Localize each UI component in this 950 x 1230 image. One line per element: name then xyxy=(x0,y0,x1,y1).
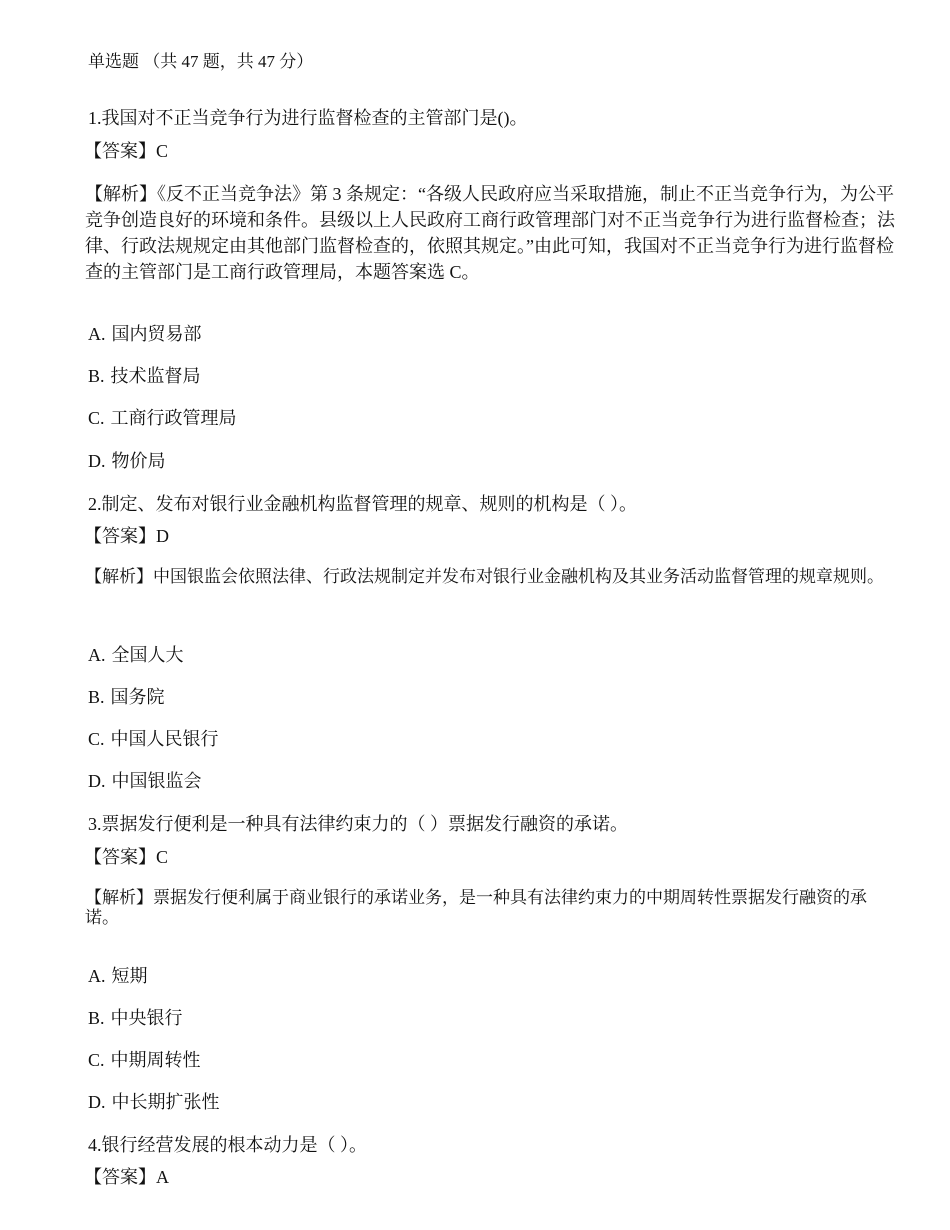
question-3-analysis: 【解析】票据发行便利属于商业银行的承诺业务，是一种具有法律约束力的中期周转性票据发行融资的承诺。 xyxy=(85,888,867,927)
question-3-option-d xyxy=(88,1088,220,1114)
option-letter: A. xyxy=(88,324,106,344)
option-letter: B. xyxy=(88,1008,105,1028)
option-letter: D. xyxy=(88,451,106,471)
question-2-option-c xyxy=(88,725,219,751)
option-text: 技术监督局 xyxy=(110,366,201,386)
option-letter: A. xyxy=(88,966,106,986)
question-1-analysis: 【解析】《反不正当竞争法》第 3 条规定：“各级人民政府应当采取措施，制止不正当竞争行为，为公平竞争创造良好的环境和条件。县级以上人民政府工商行政管理部门对不正当竞争行为进行监督检查；法律、行政法规规定由其他部门监督检查的，依照其规定。”由此可知，我国对不正当竞争行为进行监督检查的主管部门是工商行政管理局，本题答案选 C。 xyxy=(85,184,895,282)
option-text: 短期 xyxy=(111,966,148,986)
question-1-title: 1.我国对不正当竞争行为进行监督检查的主管部门是()。 xyxy=(88,108,528,128)
option-text: 物价局 xyxy=(111,451,166,471)
option-letter: D. xyxy=(88,771,106,791)
section-title: 单选题 （共 47 题，共 47 分） xyxy=(88,52,314,71)
option-text: 中国银监会 xyxy=(111,771,202,791)
option-letter: B. xyxy=(88,366,105,386)
question-1-answer: 【答案】C xyxy=(84,141,169,161)
option-text: 中期周转性 xyxy=(110,1050,201,1070)
question-3-answer: 【答案】C xyxy=(84,847,169,867)
option-text: 中国人民银行 xyxy=(110,729,219,749)
option-text: 中长期扩张性 xyxy=(111,1092,220,1112)
question-3-option-c xyxy=(88,1046,201,1072)
option-letter: B. xyxy=(88,687,105,707)
question-2-option-a xyxy=(88,641,184,667)
question-2-analysis: 【解析】中国银监会依照法律、行政法规制定并发布对银行业金融机构及其业务活动监督管理的规章规则。 xyxy=(85,567,884,586)
question-4-answer: 【答案】A xyxy=(84,1167,169,1187)
question-2-option-b xyxy=(88,683,165,709)
option-letter: C. xyxy=(88,1050,105,1070)
question-1-option-b xyxy=(88,362,201,388)
option-letter: C. xyxy=(88,408,105,428)
question-1-option-a xyxy=(88,320,202,346)
question-3-title: 3.票据发行便利是一种具有法律约束力的（ ）票据发行融资的承诺。 xyxy=(88,814,628,834)
question-1-option-d xyxy=(88,447,166,473)
option-text: 国务院 xyxy=(110,687,165,707)
option-letter: D. xyxy=(88,1092,106,1112)
question-2-option-d xyxy=(88,767,202,793)
question-2-answer: 【答案】D xyxy=(84,526,169,546)
question-2-title: 2.制定、发布对银行业金融机构监督管理的规章、规则的机构是（ ）。 xyxy=(88,494,637,514)
option-letter: C. xyxy=(88,729,105,749)
option-text: 国内贸易部 xyxy=(111,324,202,344)
question-4-title: 4.银行经营发展的根本动力是（ ）。 xyxy=(88,1135,367,1155)
question-3-option-a xyxy=(88,962,148,988)
option-letter: A. xyxy=(88,645,106,665)
option-text: 全国人大 xyxy=(111,645,184,665)
option-text: 工商行政管理局 xyxy=(110,408,237,428)
question-3-option-b xyxy=(88,1004,183,1030)
question-1-option-c xyxy=(88,404,237,430)
option-text: 中央银行 xyxy=(110,1008,183,1028)
